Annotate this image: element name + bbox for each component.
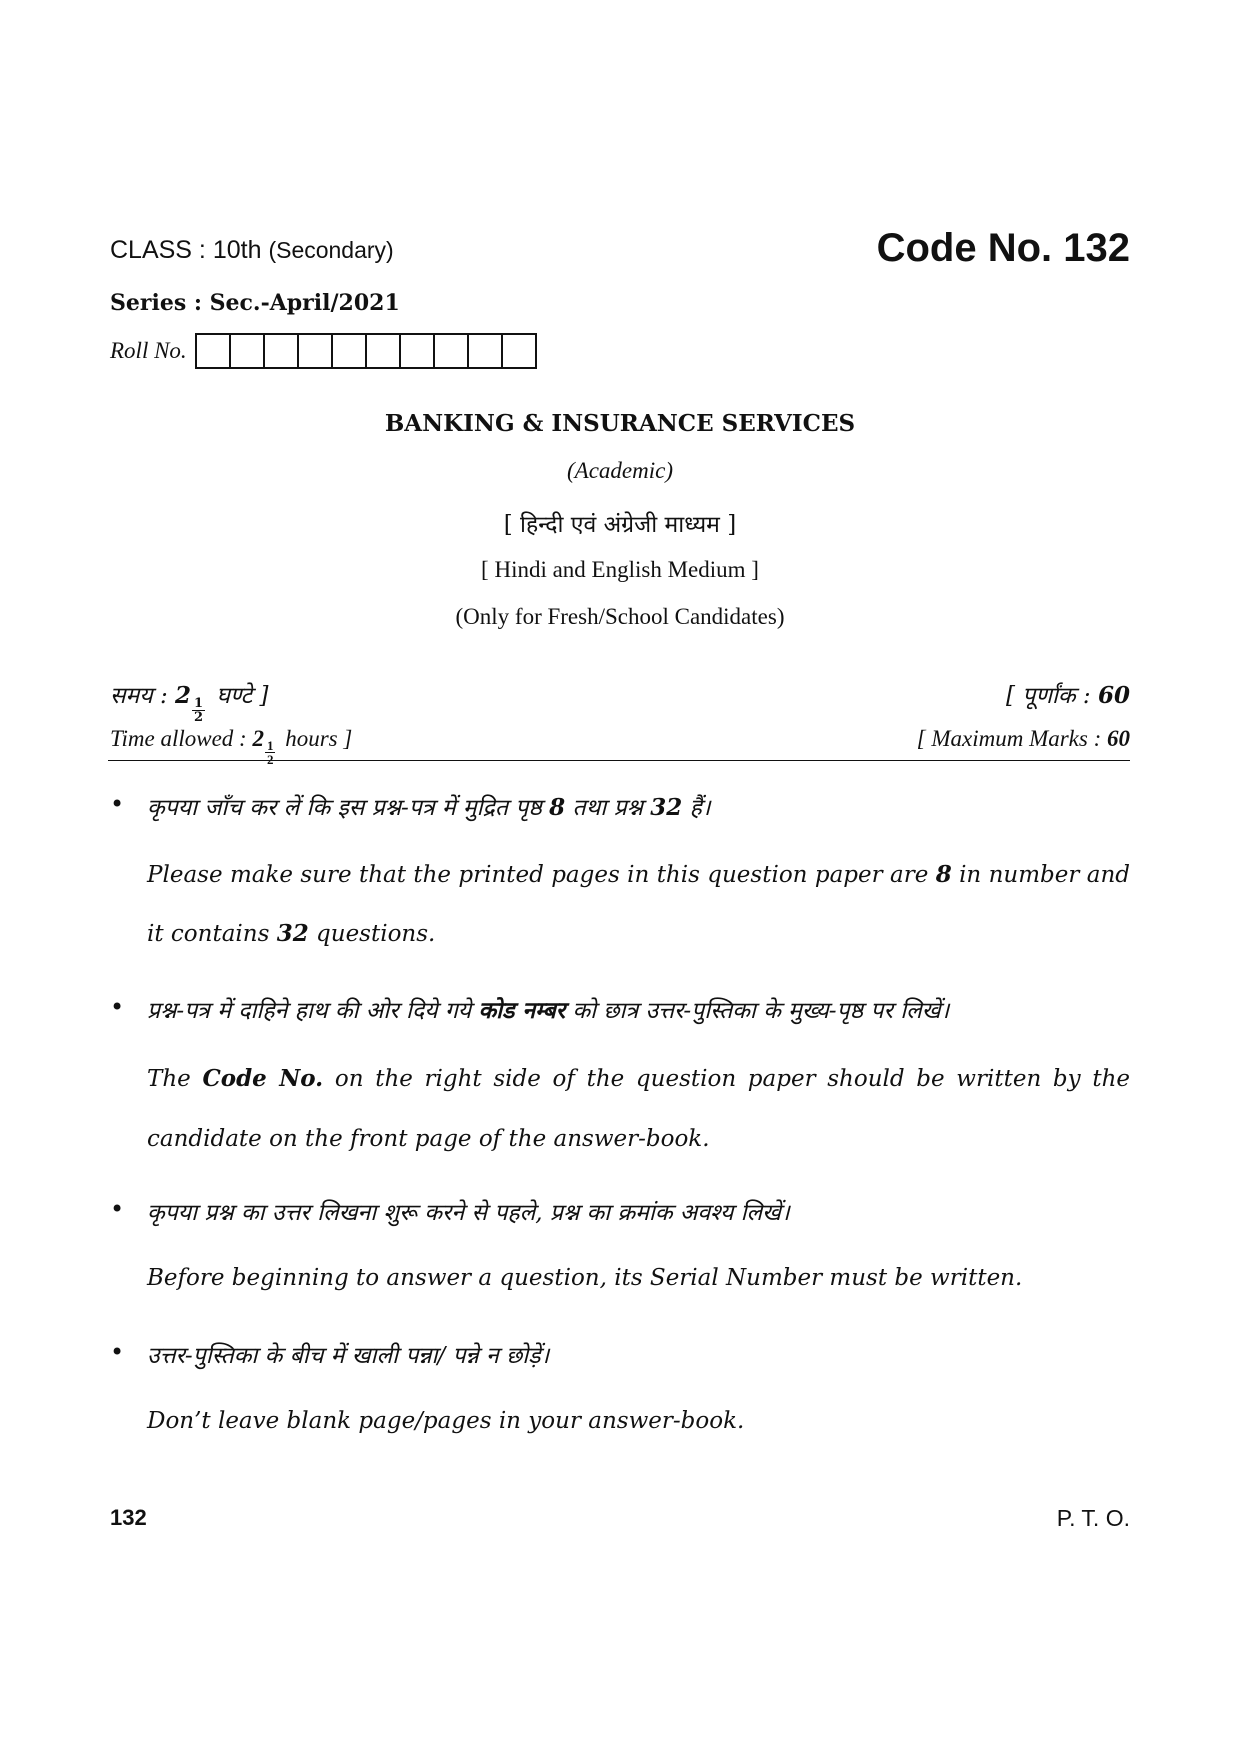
bullet-icon: •: [110, 1195, 125, 1223]
roll-box[interactable]: [331, 333, 367, 369]
page-count: 8: [935, 861, 952, 888]
time-english-unit: hours ]: [285, 726, 353, 751]
divider-line: [108, 760, 1130, 761]
code-number-term: कोड नम्बर: [478, 997, 566, 1024]
time-marks-hindi: [110, 678, 1130, 724]
page-count: 8: [549, 794, 566, 821]
frac-den: 2: [194, 710, 204, 725]
roll-box[interactable]: [365, 333, 401, 369]
please-turn-over: P. T. O.: [1056, 1505, 1130, 1531]
bullet-icon: •: [110, 993, 125, 1021]
text-part: प्रश्न-पत्र में दाहिने हाथ की ओर दिये गये: [147, 998, 472, 1024]
frac-num: 1: [266, 738, 274, 753]
marks-hindi: [1006, 678, 1130, 724]
instruction-2-english: [147, 1065, 1130, 1092]
roll-number-field: [110, 333, 537, 369]
roll-box[interactable]: [229, 333, 265, 369]
fraction-half: [192, 697, 205, 724]
roll-box[interactable]: [433, 333, 469, 369]
class-text: CLASS : 10th: [110, 236, 262, 264]
question-count: 32: [276, 920, 309, 947]
text-part: The: [147, 1066, 191, 1092]
time-hindi-unit: घण्टे ]: [216, 683, 269, 709]
academic-label: (Academic): [567, 458, 673, 483]
text-part: तथा प्रश्न: [572, 795, 643, 821]
roll-box[interactable]: [195, 333, 231, 369]
text-part: it contains: [147, 921, 270, 947]
bullet-icon: •: [110, 790, 125, 818]
instruction-1-english-cont: [147, 920, 1130, 947]
bullet-icon: •: [110, 1338, 125, 1366]
instruction-3-hindi: [110, 1195, 1130, 1227]
medium-hindi: [ हिन्दी एवं अंग्रेजी माध्यम ]: [503, 512, 737, 538]
roll-box[interactable]: [467, 333, 503, 369]
instruction-2-english-cont: candidate on the front page of the answer-book.: [147, 1126, 710, 1152]
text-part: कृपया जाँच कर लें कि इस प्रश्न-पत्र में मुद्रित पृष्ठ: [147, 795, 542, 821]
text-part: on the right side of the question paper should be written by the: [334, 1066, 1131, 1092]
class-label: [110, 236, 394, 265]
roll-box[interactable]: [297, 333, 333, 369]
text-part: in number and: [959, 862, 1130, 888]
instruction-1-english: [147, 861, 1130, 888]
instruction-text: [147, 790, 711, 822]
text-part: questions.: [316, 921, 436, 947]
roll-box[interactable]: [399, 333, 435, 369]
frac-den: 2: [266, 752, 274, 767]
instruction-text: उत्तर-पुस्तिका के बीच में खाली पन्ना/ पन्ने न छोड़ें।: [147, 1343, 550, 1369]
instruction-4-english: Don’t leave blank page/pages in your answer-book.: [147, 1408, 745, 1434]
text-part: को छात्र उत्तर-पुस्तिका के मुख्य-पृष्ठ पर लिखें।: [572, 998, 950, 1024]
code-number: Code No. 132: [876, 226, 1130, 270]
subject-title: BANKING & INSURANCE SERVICES: [384, 410, 856, 437]
fraction-half: [265, 739, 276, 766]
only-for-candidates: (Only for Fresh/School Candidates): [455, 604, 785, 629]
frac-num: 1: [194, 696, 204, 711]
instruction-4-hindi: [110, 1338, 1130, 1370]
text-part: हैं।: [689, 795, 711, 821]
roll-label: Roll No.: [110, 338, 187, 363]
series-label: Series : Sec.-April/2021: [110, 290, 400, 316]
instruction-text: कृपया प्रश्न का उत्तर लिखना शुरू करने से पहले, प्रश्न का क्रमांक अवश्य लिखें।: [147, 1200, 790, 1226]
instruction-2-hindi: [110, 993, 1130, 1025]
time-whole: 2: [252, 726, 264, 751]
roll-number-boxes: [195, 333, 537, 369]
time-hindi-label: समय :: [110, 683, 168, 709]
time-hindi: [110, 678, 269, 724]
marks-english-label: [ Maximum Marks :: [916, 726, 1102, 751]
question-count: 32: [650, 794, 683, 821]
medium-english: [ Hindi and English Medium ]: [481, 557, 759, 582]
roll-box[interactable]: [263, 333, 299, 369]
time-whole: 2: [175, 682, 192, 709]
instruction-3-english: Before beginning to answer a question, its Serial Number must be written.: [147, 1265, 1023, 1291]
class-suffix: (Secondary): [268, 237, 394, 263]
instruction-1-hindi: [110, 790, 1130, 822]
instruction-text: [147, 993, 949, 1025]
marks-value: 60: [1097, 682, 1130, 709]
marks-hindi-label: [ पूर्णांक :: [1006, 683, 1091, 709]
marks-value: 60: [1107, 726, 1130, 751]
footer-code: 132: [110, 1505, 147, 1530]
code-number-term: Code No.: [202, 1065, 324, 1092]
text-part: Please make sure that the printed pages in this question paper are: [147, 862, 929, 888]
time-english-label: Time allowed :: [110, 726, 247, 751]
roll-box[interactable]: [501, 333, 537, 369]
